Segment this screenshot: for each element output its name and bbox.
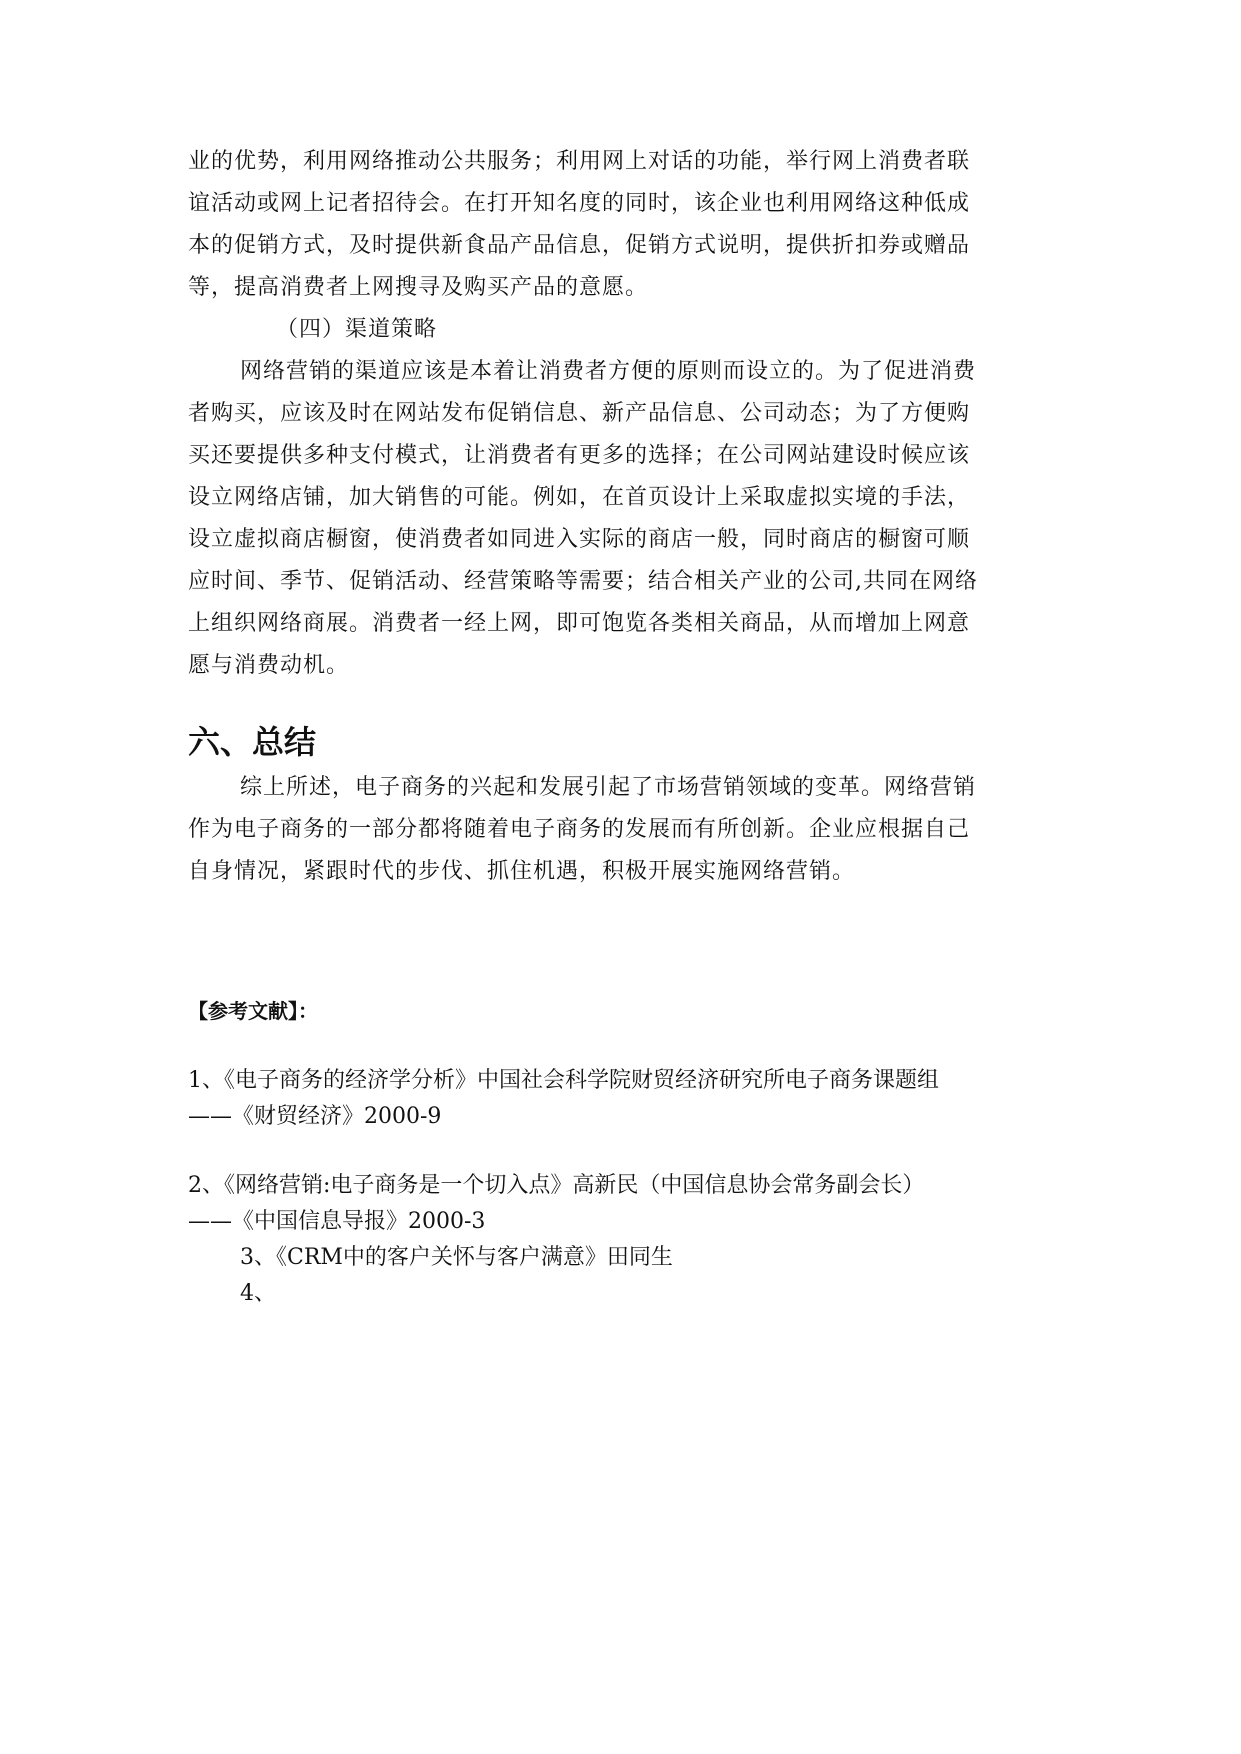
reference-item-1: 1、《电子商务的经济学分析》中国社会科学院财贸经济研究所电子商务课题组 — [188, 1068, 939, 1093]
paragraph-line: 自身情况，紧跟时代的步伐、抓住机遇，积极开展实施网络营销。 — [188, 859, 856, 884]
reference-item-3: 3、《CRM中的客户关怀与客户满意》田同生 — [240, 1245, 673, 1270]
paragraph-line: 网络营销的渠道应该是本着让消费者方便的原则而设立的。为了促进消费 — [240, 359, 977, 384]
paragraph-line: 综上所述，电子商务的兴起和发展引起了市场营销领域的变革。网络营销 — [240, 775, 977, 800]
paragraph-line: 本的促销方式，及时提供新食品产品信息，促销方式说明，提供折扣券或赠品 — [188, 233, 971, 258]
reference-item-2: 2、《网络营销:电子商务是一个切入点》高新民（中国信息协会常务副会长） — [188, 1173, 925, 1198]
reference-item-2-source: ——《中国信息导报》2000-3 — [188, 1209, 486, 1234]
paragraph-line: 者购买，应该及时在网站发布促销信息、新产品信息、公司动态；为了方便购 — [188, 401, 971, 426]
paragraph-line: 应时间、季节、促销活动、经营策略等需要；结合相关产业的公司,共同在网络 — [188, 569, 978, 594]
paragraph-line: 业的优势，利用网络推动公共服务；利用网上对话的功能，举行网上消费者联 — [188, 149, 971, 174]
paragraph-line: 愿与消费动机。 — [188, 653, 350, 678]
paragraph-line: 上组织网络商展。消费者一经上网，即可饱览各类相关商品，从而增加上网意 — [188, 611, 971, 636]
reference-item-4: 4、 — [240, 1281, 276, 1306]
paragraph-line: 谊活动或网上记者招待会。在打开知名度的同时，该企业也利用网络这种低成 — [188, 191, 971, 216]
paragraph-line: 设立网络店铺，加大销售的可能。例如，在首页设计上采取虚拟实境的手法， — [188, 485, 971, 510]
paragraph-line: 作为电子商务的一部分都将随着电子商务的发展而有所创新。企业应根据自己 — [188, 817, 971, 842]
section-heading-summary: 六、总结 — [188, 723, 317, 761]
paragraph-line: 买还要提供多种支付模式，让消费者有更多的选择；在公司网站建设时候应该 — [188, 443, 971, 468]
paragraph-line: 设立虚拟商店橱窗，使消费者如同进入实际的商店一般，同时商店的橱窗可顺 — [188, 527, 971, 552]
subheading-channel-strategy: （四）渠道策略 — [276, 317, 438, 342]
references-heading: 【参考文献】： — [188, 999, 318, 1023]
reference-item-1-source: ——《财贸经济》2000-9 — [188, 1104, 442, 1129]
paragraph-line: 等，提高消费者上网搜寻及购买产品的意愿。 — [188, 275, 649, 300]
